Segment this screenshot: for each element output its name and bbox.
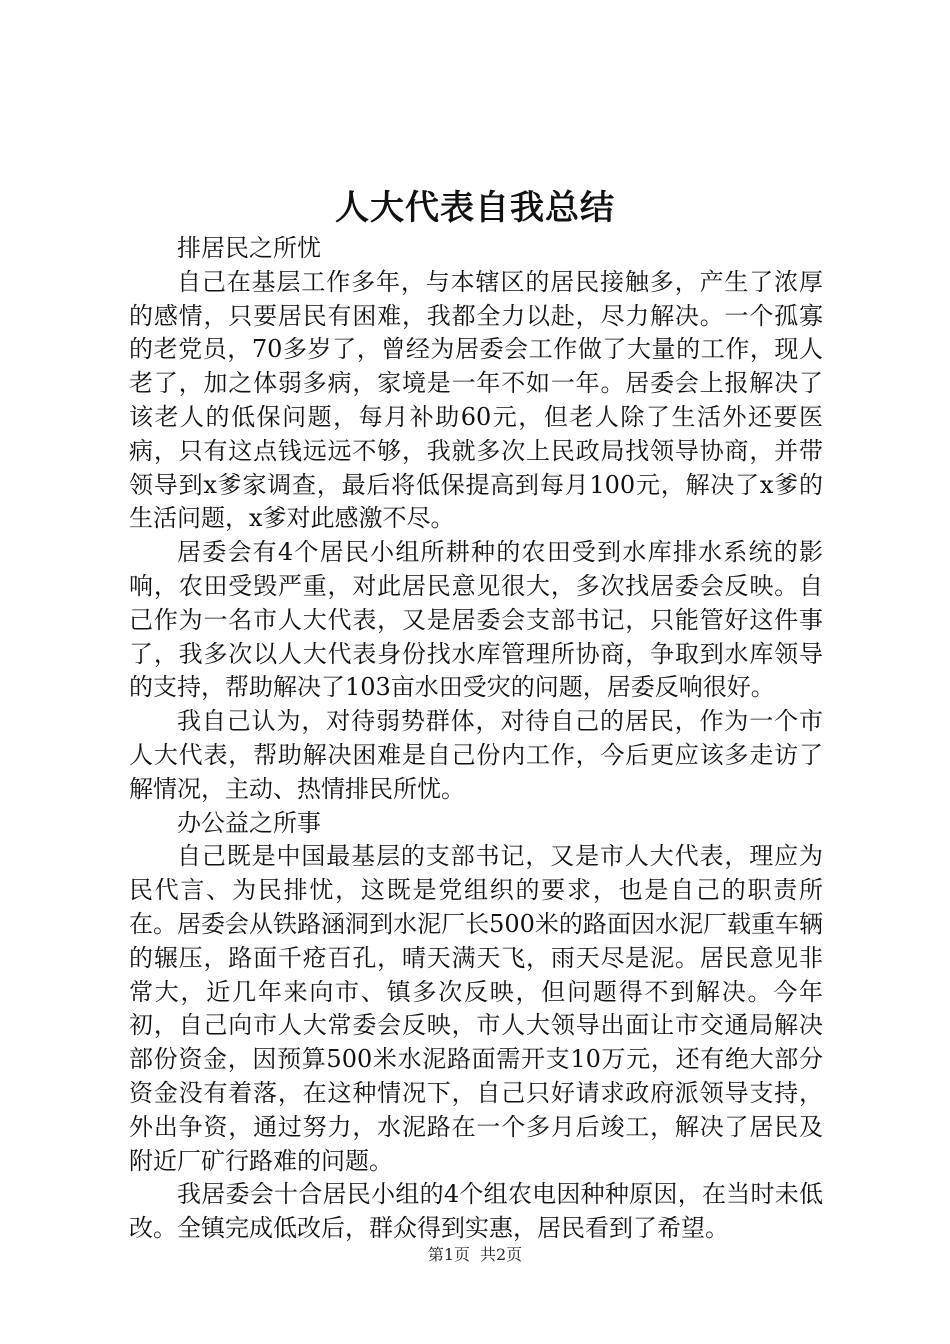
document-title: 人大代表自我总结 — [335, 188, 615, 228]
paragraph: 居委会有4个居民小组所耕种的农田受到水库排水系统的影响，农田受毁严重，对此居民意见很大，多次找居委会反映。自己作为一名市人大代表，又是居委会支部书记，只能管好这件事了，我多次以人大代表身份找水库管理所协商，争取到水库领导的支持，帮助解决了103亩水田受灾的问题，居委反响很好。 — [129, 538, 823, 702]
current-page-number: 第1页 — [427, 1245, 470, 1264]
page-footer — [0, 1243, 950, 1267]
document-body — [129, 232, 823, 1246]
paragraph: 我自己认为，对待弱势群体，对待自己的居民，作为一个市人大代表，帮助解决困难是自己份内工作，今后更应该多走访了解情况，主动、热情排民所忧。 — [129, 707, 823, 803]
section-heading: 办公益之所事 — [177, 808, 321, 837]
paragraph: 自己既是中国最基层的支部书记，又是市人大代表，理应为民代言、为民排忧，这既是党组织的要求，也是自己的职责所在。居委会从铁路涵洞到水泥厂长500米的路面因水泥厂载重车辆的辗压，路面千疮百孔，晴天满天飞，雨天尽是泥。居民意见非常大，近几年来向市、镇多次反映，但问题得不到解决。今年初，自己向市人大常委会反映，市人大领导出面让市交通局解决部份资金，因预算500米水泥路面需开支10万元，还有绝大部分资金没有着落，在这种情况下，自己只好请求政府派领导支持，外出争资，通过努力，水泥路在一个多月后竣工，解决了居民及附近厂矿行路难的问题。 — [129, 842, 823, 1175]
paragraph: 自己在基层工作多年，与本辖区的居民接触多，产生了浓厚的感情，只要居民有困难，我都全力以赴，尽力解决。一个孤寡的老党员，70多岁了，曾经为居委会工作做了大量的工作，现人老了，加之体弱多病，家境是一年不如一年。居委会上报解决了该老人的低保问题，每月补助60元，但老人除了生活外还要医病，只有这点钱远远不够，我就多次上民政局找领导协商，并带领导到x爹家调查，最后将低保提高到每月100元，解决了x爹的生活问题，x爹对此感激不尽。 — [129, 267, 823, 533]
section-heading: 排居民之所忧 — [177, 234, 321, 262]
total-page-count: 共2页 — [480, 1245, 523, 1264]
paragraph: 我居委会十合居民小组的4个组农电因种种原因，在当时未低改。全镇完成低改后，群众得到实惠，居民看到了希望。 — [129, 1180, 823, 1243]
